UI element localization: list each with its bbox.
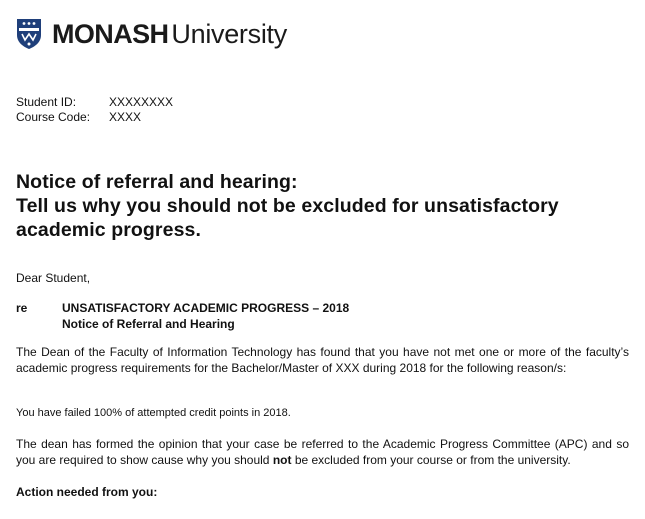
course-code-label: Course Code: xyxy=(16,110,91,124)
course-code-row xyxy=(16,110,173,125)
action-heading: Action needed from you: xyxy=(16,485,158,499)
logo-wordmark xyxy=(52,18,287,49)
show-cause-text-start: The dean has formed the opinion that your case be referred to the Academic Progress Committee (APC) and so you are required to show cause why you should xyxy=(16,437,629,467)
paragraph-finding: The Dean of the Faculty of Information Technology has found that you have not met one or more of the faculty’s academic progress requirements for the Bachelor/Master of XXX during 2018 for the following reason/s: xyxy=(16,345,629,375)
logo-wordmark-light: University xyxy=(171,18,287,49)
reference-label: re xyxy=(16,301,28,315)
show-cause-emphasis: not xyxy=(272,453,292,467)
student-id-value: XXXXXXXX xyxy=(109,95,174,109)
reference-block xyxy=(16,300,349,332)
reference-subject: UNSATISFACTORY ACADEMIC PROGRESS – 2018 xyxy=(62,301,350,315)
notice-heading-line2: Tell us why you should not be excluded for unsatisfactory academic progress. xyxy=(16,195,559,241)
notice-heading xyxy=(16,170,626,242)
logo-wordmark-bold: MONASH xyxy=(52,18,169,49)
paragraph-reason: You have failed 100% of attempted credit points in 2018. xyxy=(16,407,291,419)
monash-crest-icon xyxy=(16,18,42,50)
notice-heading-line1: Notice of referral and hearing: xyxy=(16,171,298,193)
show-cause-text-end: be excluded from your course or from the university. xyxy=(291,453,571,467)
reference-subject-row xyxy=(16,300,349,316)
student-id-label: Student ID: xyxy=(16,95,77,109)
reference-subtitle-row xyxy=(16,316,349,332)
course-code-value: XXXX xyxy=(109,110,142,124)
student-id-row xyxy=(16,95,173,110)
monash-logo xyxy=(16,14,287,54)
greeting: Dear Student, xyxy=(16,271,91,285)
student-details xyxy=(16,95,173,125)
reference-subtitle: Notice of Referral and Hearing xyxy=(62,317,235,331)
paragraph-show-cause xyxy=(16,436,629,468)
